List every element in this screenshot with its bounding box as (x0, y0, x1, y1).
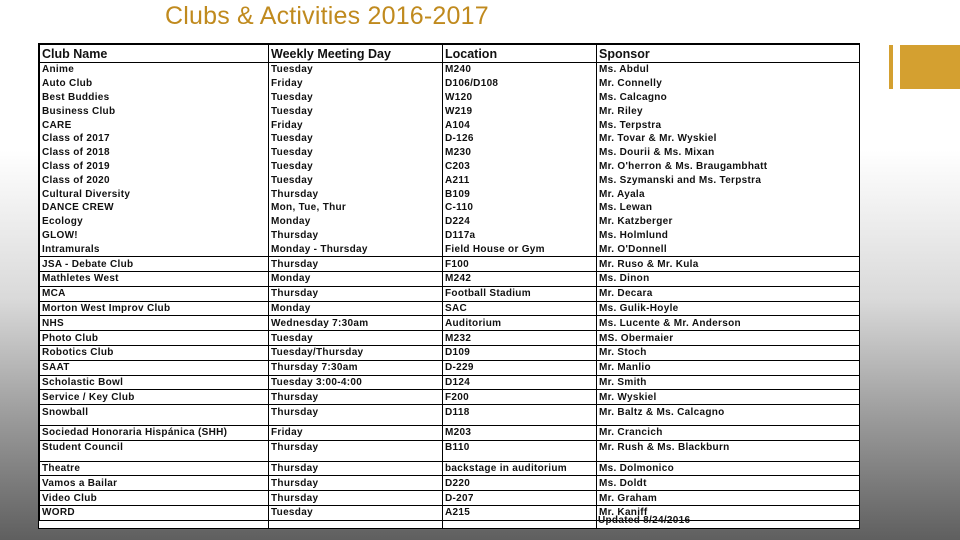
cell-location: M240 (443, 63, 597, 77)
table-row (40, 331, 860, 346)
table-row (40, 405, 860, 419)
cell-meeting-day: Tuesday (269, 173, 443, 187)
cell-sponsor: Ms. Lucente & Mr. Anderson (597, 316, 860, 331)
accent-line (889, 45, 893, 89)
table-row (40, 242, 860, 256)
table-row (40, 505, 860, 520)
cell-club-name: Best Buddies (40, 91, 269, 105)
cell-meeting-day: Tuesday (269, 146, 443, 160)
header-club-name: Club Name (40, 45, 269, 63)
cell-location: D-207 (443, 491, 597, 506)
cell-location: F200 (443, 390, 597, 405)
cell-sponsor: Mr. Kaniff (597, 505, 860, 520)
cell-sponsor: Mr. O'Donnell (597, 242, 860, 256)
accent-bar (900, 45, 960, 89)
cell-meeting-day: Tuesday/Thursday (269, 345, 443, 360)
cell-sponsor: Ms. Abdul (597, 63, 860, 77)
cell-location: SAC (443, 301, 597, 316)
cell-club-name: Video Club (40, 491, 269, 506)
cell-location: Field House or Gym (443, 242, 597, 256)
table-row (40, 257, 860, 272)
cell-sponsor: Mr. Smith (597, 375, 860, 390)
cell-meeting-day: Tuesday (269, 331, 443, 346)
cell-club-name: JSA - Debate Club (40, 257, 269, 272)
cell-sponsor: Ms. Dolmonico (597, 461, 860, 476)
cell-club-name: Morton West Improv Club (40, 301, 269, 316)
cell-club-name: Auto Club (40, 77, 269, 91)
cell-sponsor: Ms. Doldt (597, 476, 860, 491)
cell-location: D-229 (443, 360, 597, 375)
cell-club-name: Class of 2019 (40, 160, 269, 174)
cell-sponsor: Ms. Dinon (597, 271, 860, 286)
cell-location: Football Stadium (443, 286, 597, 301)
cell-club-name: Theatre (40, 461, 269, 476)
cell-sponsor: Mr. Manlio (597, 360, 860, 375)
table-row (40, 286, 860, 301)
table-row (40, 77, 860, 91)
table-row (40, 301, 860, 316)
clubs-table (39, 44, 860, 521)
cell-meeting-day: Thursday (269, 286, 443, 301)
cell-location: M242 (443, 271, 597, 286)
cell-location: W219 (443, 104, 597, 118)
cell-sponsor: Mr. Decara (597, 286, 860, 301)
table-row (40, 229, 860, 243)
cell-location: M232 (443, 331, 597, 346)
cell-sponsor: Ms. Gulik-Hoyle (597, 301, 860, 316)
cell-location: C203 (443, 160, 597, 174)
table-row (40, 146, 860, 160)
cell-location: Auditorium (443, 316, 597, 331)
cell-club-name: DANCE CREW (40, 201, 269, 215)
cell-club-name: GLOW! (40, 229, 269, 243)
cell-club-name: NHS (40, 316, 269, 331)
cell-location: A211 (443, 173, 597, 187)
table-row (40, 375, 860, 390)
header-location: Location (443, 45, 597, 63)
cell-club-name: Anime (40, 63, 269, 77)
cell-location: W120 (443, 91, 597, 105)
table-row (40, 173, 860, 187)
cell-sponsor: Mr. Connelly (597, 77, 860, 91)
table-header-row (40, 45, 860, 63)
cell-sponsor: Mr. Ruso & Mr. Kula (597, 257, 860, 272)
clubs-table-container (38, 43, 860, 529)
cell-sponsor: Ms. Lewan (597, 201, 860, 215)
cell-location: D-126 (443, 132, 597, 146)
cell-club-name: Cultural Diversity (40, 187, 269, 201)
cell-location: B109 (443, 187, 597, 201)
cell-location: M230 (443, 146, 597, 160)
cell-meeting-day: Tuesday (269, 91, 443, 105)
table-row (40, 118, 860, 132)
cell-club-name: Class of 2017 (40, 132, 269, 146)
cell-sponsor: MS. Obermaier (597, 331, 860, 346)
cell-meeting-day: Friday (269, 425, 443, 440)
cell-meeting-day: Thursday (269, 187, 443, 201)
cell-sponsor: Ms. Szymanski and Ms. Terpstra (597, 173, 860, 187)
cell-club-name: Photo Club (40, 331, 269, 346)
cell-sponsor: Mr. Rush & Ms. Blackburn (597, 440, 860, 454)
cell-club-name: Vamos a Bailar (40, 476, 269, 491)
table-row (40, 215, 860, 229)
cell-club-name: Business Club (40, 104, 269, 118)
cell-sponsor: Ms. Holmlund (597, 229, 860, 243)
cell-location: M203 (443, 425, 597, 440)
table-row (40, 316, 860, 331)
cell-location: D117a (443, 229, 597, 243)
cell-sponsor: Mr. O'herron & Ms. Braugambhatt (597, 160, 860, 174)
cell-meeting-day: Monday (269, 271, 443, 286)
cell-meeting-day: Friday (269, 77, 443, 91)
cell-meeting-day: Tuesday (269, 160, 443, 174)
cell-meeting-day: Thursday (269, 491, 443, 506)
cell-club-name: Intramurals (40, 242, 269, 256)
cell-location: C-110 (443, 201, 597, 215)
cell-sponsor: Mr. Tovar & Mr. Wyskiel (597, 132, 860, 146)
cell-meeting-day: Tuesday (269, 132, 443, 146)
header-meeting-day: Weekly Meeting Day (269, 45, 443, 63)
cell-club-name: Student Council (40, 440, 269, 454)
table-row (40, 345, 860, 360)
cell-club-name: Robotics Club (40, 345, 269, 360)
cell-meeting-day: Monday (269, 301, 443, 316)
header-sponsor: Sponsor (597, 45, 860, 63)
column-divider (442, 514, 443, 528)
cell-meeting-day: Tuesday (269, 104, 443, 118)
cell-sponsor: Mr. Katzberger (597, 215, 860, 229)
cell-meeting-day: Thursday (269, 390, 443, 405)
cell-location: A215 (443, 505, 597, 520)
cell-meeting-day: Thursday (269, 405, 443, 419)
table-row (40, 390, 860, 405)
cell-sponsor: Mr. Crancich (597, 425, 860, 440)
cell-sponsor: Mr. Baltz & Ms. Calcagno (597, 405, 860, 419)
table-row (40, 63, 860, 77)
slide-title: Clubs & Activities 2016-2017 (165, 2, 489, 30)
cell-meeting-day: Thursday 7:30am (269, 360, 443, 375)
table-row (40, 425, 860, 440)
table-row (40, 461, 860, 476)
cell-club-name: CARE (40, 118, 269, 132)
cell-location: D106/D108 (443, 77, 597, 91)
column-divider (268, 514, 269, 528)
cell-location: backstage in auditorium (443, 461, 597, 476)
table-row (40, 91, 860, 105)
cell-meeting-day: Thursday (269, 257, 443, 272)
cell-sponsor: Mr. Wyskiel (597, 390, 860, 405)
cell-meeting-day: Thursday (269, 440, 443, 454)
cell-club-name: Ecology (40, 215, 269, 229)
table-row (40, 360, 860, 375)
cell-sponsor: Ms. Terpstra (597, 118, 860, 132)
cell-sponsor: Ms. Dourii & Ms. Mixan (597, 146, 860, 160)
table-row (40, 132, 860, 146)
cell-meeting-day: Wednesday 7:30am (269, 316, 443, 331)
cell-meeting-day: Mon, Tue, Thur (269, 201, 443, 215)
cell-location: A104 (443, 118, 597, 132)
cell-sponsor: Ms. Calcagno (597, 91, 860, 105)
column-divider (596, 514, 597, 528)
cell-meeting-day: Thursday (269, 461, 443, 476)
cell-club-name: SAAT (40, 360, 269, 375)
cell-meeting-day: Tuesday (269, 505, 443, 520)
cell-location: D224 (443, 215, 597, 229)
table-row (40, 160, 860, 174)
table-row (40, 104, 860, 118)
updated-date: Updated 8/24/2016 (598, 515, 691, 526)
cell-club-name: Mathletes West (40, 271, 269, 286)
cell-meeting-day: Tuesday (269, 63, 443, 77)
cell-club-name: Snowball (40, 405, 269, 419)
cell-meeting-day: Monday (269, 215, 443, 229)
cell-location: D109 (443, 345, 597, 360)
cell-location: F100 (443, 257, 597, 272)
table-row (40, 187, 860, 201)
cell-club-name: WORD (40, 505, 269, 520)
cell-club-name: Scholastic Bowl (40, 375, 269, 390)
cell-location: D124 (443, 375, 597, 390)
table-row (40, 201, 860, 215)
cell-location: B110 (443, 440, 597, 454)
table-row (40, 271, 860, 286)
cell-meeting-day: Friday (269, 118, 443, 132)
cell-sponsor: Mr. Ayala (597, 187, 860, 201)
cell-club-name: Service / Key Club (40, 390, 269, 405)
cell-club-name: Class of 2018 (40, 146, 269, 160)
cell-sponsor: Mr. Graham (597, 491, 860, 506)
cell-meeting-day: Monday - Thursday (269, 242, 443, 256)
cell-location: D118 (443, 405, 597, 419)
cell-club-name: MCA (40, 286, 269, 301)
cell-meeting-day: Thursday (269, 476, 443, 491)
table-row (40, 491, 860, 506)
cell-club-name: Class of 2020 (40, 173, 269, 187)
cell-meeting-day: Thursday (269, 229, 443, 243)
cell-sponsor: Mr. Riley (597, 104, 860, 118)
cell-location: D220 (443, 476, 597, 491)
cell-club-name: Sociedad Honoraria Hispánica (SHH) (40, 425, 269, 440)
cell-meeting-day: Tuesday 3:00-4:00 (269, 375, 443, 390)
cell-sponsor: Mr. Stoch (597, 345, 860, 360)
table-row (40, 440, 860, 454)
table-row (40, 476, 860, 491)
